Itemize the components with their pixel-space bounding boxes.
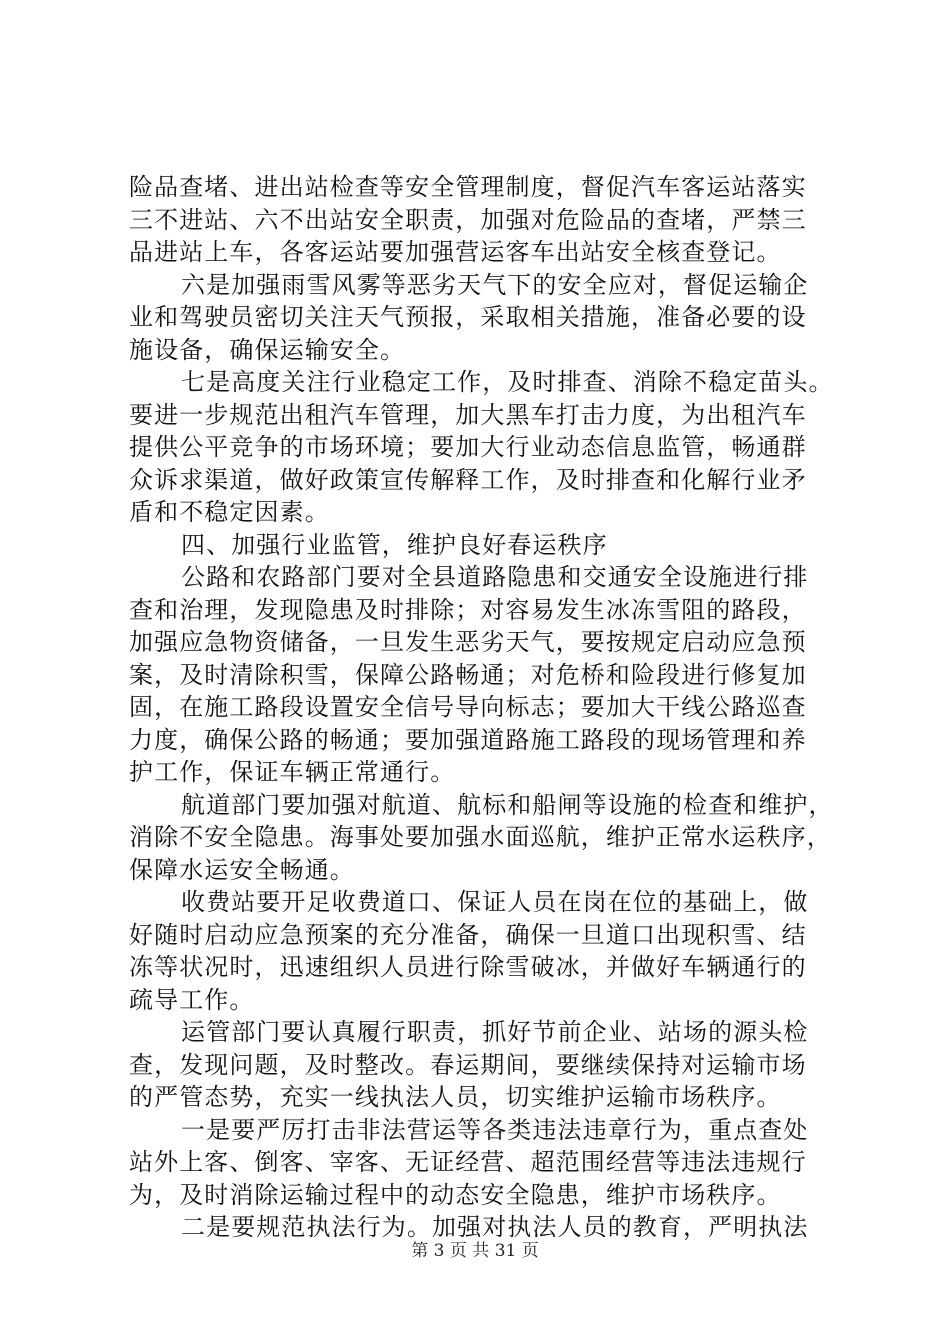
text-line: 的严管态势，充实一线执法人员，切实维护运输市场秩序。	[129, 1083, 782, 1111]
text-line: 盾和不稳定因素。	[129, 498, 330, 526]
text-line: 固，在施工路段设置安全信号导向标志；要加大干线公路巡查	[129, 693, 807, 721]
text-line: 要进一步规范出租汽车管理，加大黑车打击力度，为出租汽车	[129, 400, 807, 429]
text-line: 品进站上车，各客运站要加强营运客车出站安全核查登记。	[129, 238, 782, 266]
text-line: 为，及时消除运输过程中的动态安全隐患，维护市场秩序。	[129, 1180, 782, 1209]
text-line: 冻等状况时，迅速组织人员进行除雪破冰，并做好车辆通行的	[129, 953, 807, 981]
text-line: 公路和农路部门要对全县道路隐患和交通安全设施进行排	[181, 563, 809, 591]
text-line: 力度，确保公路的畅通；要加强道路施工路段的现场管理和养	[129, 725, 807, 754]
text-line: 施设备，确保运输安全。	[129, 335, 406, 364]
text-line: 二是要规范执法行为。加强对执法人员的教育，严明执法	[181, 1213, 809, 1241]
text-line: 好随时启动应急预案的充分准备，确保一旦道口出现积雪、结	[129, 920, 807, 949]
text-line: 疏导工作。	[129, 985, 255, 1014]
text-line: 众诉求渠道，做好政策宣传解释工作，及时排查和化解行业矛	[129, 465, 807, 494]
text-line: 查和治理，发现隐患及时排除；对容易发生冰冻雪阻的路段，	[129, 595, 807, 624]
text-line: 六是加强雨雪风雾等恶劣天气下的安全应对，督促运输企	[181, 270, 809, 299]
text-line: 查，发现问题，及时整改。春运期间，要继续保持对运输市场	[129, 1050, 807, 1079]
text-line: 护工作，保证车辆正常通行。	[129, 758, 456, 786]
text-line: 收费站要开足收费道口、保证人员在岗在位的基础上，做	[181, 888, 809, 916]
text-line: 业和驾驶员密切关注天气预报，采取相关措施，准备必要的设	[129, 303, 807, 331]
text-line: 险品查堵、进出站检查等安全管理制度，督促汽车客运站落实	[129, 173, 807, 201]
text-line: 航道部门要加强对航道、航标和船闸等设施的检查和维护，	[181, 790, 834, 819]
document-body	[129, 171, 837, 1244]
text-line: 四、加强行业监管，维护良好春运秩序	[181, 530, 608, 559]
text-line: 三不进站、六不出站安全职责，加强对危险品的查堵，严禁三	[129, 205, 807, 234]
text-line: 加强应急物资储备，一旦发生恶劣天气，要按规定启动应急预	[129, 628, 807, 656]
text-line: 案，及时清除积雪，保障公路畅通；对危桥和险段进行修复加	[129, 660, 807, 689]
page-footer: 第 3 页 共 31 页	[411, 1241, 539, 1261]
text-line: 站外上客、倒客、宰客、无证经营、超范围经营等违法违规行	[129, 1148, 807, 1176]
text-line: 一是要严厉打击非法营运等各类违法违章行为，重点查处	[181, 1115, 809, 1144]
text-line: 七是高度关注行业稳定工作，及时排查、消除不稳定苗头。	[181, 368, 834, 396]
text-line: 保障水运安全畅通。	[129, 855, 355, 884]
text-line: 消除不安全隐患。海事处要加强水面巡航，维护正常水运秩序，	[129, 823, 832, 851]
text-line: 运管部门要认真履行职责，抓好节前企业、站场的源头检	[181, 1018, 809, 1046]
text-line: 提供公平竞争的市场环境；要加大行业动态信息监管，畅通群	[129, 433, 807, 461]
